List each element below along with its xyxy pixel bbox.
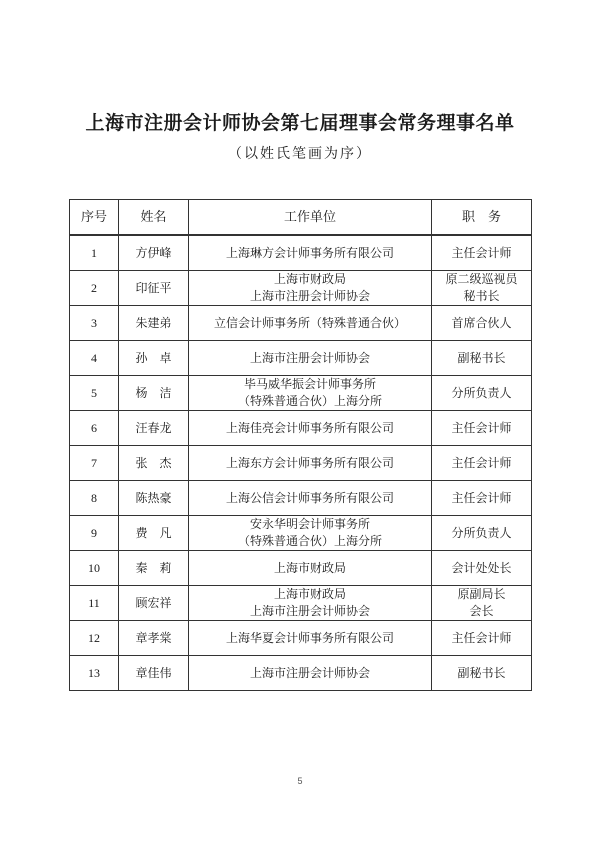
unit-line: 上海市财政局 [273, 560, 346, 575]
position-line: 主任会计师 [451, 630, 512, 645]
cell-no: 12 [70, 621, 119, 656]
cell-unit [189, 376, 432, 411]
cell-name: 秦 莉 [119, 551, 189, 586]
cell-no: 9 [70, 516, 119, 551]
unit-line: 上海市注册会计师协会 [249, 289, 370, 303]
cell-no: 3 [70, 306, 119, 341]
cell-no: 6 [70, 411, 119, 446]
position-line: 会长 [469, 604, 494, 618]
document-subtitle: （以姓氏笔画为序） [228, 146, 372, 162]
unit-line: 上海公信会计师事务所有限公司 [225, 490, 394, 505]
cell-name: 张 杰 [119, 446, 189, 481]
cell-name: 陈热豪 [119, 481, 189, 516]
cell-no: 5 [70, 376, 119, 411]
table-row [70, 306, 532, 341]
table-row [70, 376, 532, 411]
table-row [70, 621, 532, 656]
table-body [70, 235, 532, 691]
position-line: 分所负责人 [451, 385, 512, 400]
cell-no: 7 [70, 446, 119, 481]
cell-name: 朱建弟 [119, 306, 189, 341]
position-line: 主任会计师 [451, 490, 512, 505]
cell-no: 10 [70, 551, 119, 586]
cell-name: 杨 洁 [119, 376, 189, 411]
page-number: 5 [297, 776, 303, 786]
cell-name: 章佳伟 [119, 656, 189, 691]
cell-no: 1 [70, 235, 119, 271]
header-position: 职 务 [432, 200, 532, 236]
cell-unit [189, 271, 432, 306]
position-line: 主任会计师 [451, 420, 512, 435]
unit-line: 上海市注册会计师协会 [249, 665, 370, 680]
cell-position [432, 621, 532, 656]
position-line: 副秘书长 [457, 665, 506, 680]
position-line: 原二级巡视员 [445, 272, 518, 286]
unit-line: （特殊普通合伙）上海分所 [237, 394, 382, 408]
cell-name: 方伊峰 [119, 235, 189, 271]
table-header-row [70, 200, 532, 236]
cell-unit [189, 411, 432, 446]
unit-line: 安永华明会计师事务所 [249, 517, 370, 531]
cell-position [432, 235, 532, 271]
cell-position [432, 411, 532, 446]
cell-no: 11 [70, 586, 119, 621]
cell-unit [189, 586, 432, 621]
header-no: 序号 [70, 200, 119, 236]
unit-line: 上海市注册会计师协会 [249, 350, 370, 365]
cell-unit [189, 621, 432, 656]
table-row [70, 446, 532, 481]
cell-no: 2 [70, 271, 119, 306]
cell-name: 费 凡 [119, 516, 189, 551]
table-row [70, 551, 532, 586]
position-line: 分所负责人 [451, 525, 512, 540]
header-unit: 工作单位 [189, 200, 432, 236]
cell-unit [189, 446, 432, 481]
table-row [70, 656, 532, 691]
position-line: 主任会计师 [451, 455, 512, 470]
cell-position [432, 656, 532, 691]
position-line: 原副局长 [457, 587, 506, 601]
cell-unit [189, 551, 432, 586]
cell-no: 13 [70, 656, 119, 691]
unit-line: 上海东方会计师事务所有限公司 [225, 455, 394, 470]
unit-line: 上海市财政局 [273, 587, 346, 601]
cell-unit [189, 516, 432, 551]
table-row [70, 516, 532, 551]
cell-name: 印征平 [119, 271, 189, 306]
position-line: 秘书长 [463, 289, 500, 303]
unit-line: 毕马威华振会计师事务所 [243, 377, 376, 391]
cell-unit [189, 306, 432, 341]
table-row [70, 481, 532, 516]
table-row [70, 235, 532, 271]
unit-line: （特殊普通合伙）上海分所 [237, 534, 382, 548]
cell-position [432, 271, 532, 306]
position-line: 副秘书长 [457, 350, 506, 365]
document-title: 上海市注册会计师协会第七届理事会常务理事名单 [85, 112, 515, 134]
cell-position [432, 551, 532, 586]
cell-position [432, 306, 532, 341]
unit-line: 上海琳方会计师事务所有限公司 [225, 245, 394, 260]
cell-name: 顾宏祥 [119, 586, 189, 621]
table-row [70, 341, 532, 376]
cell-position [432, 516, 532, 551]
cell-position [432, 586, 532, 621]
position-line: 会计处处长 [451, 560, 512, 575]
cell-name: 孙 卓 [119, 341, 189, 376]
position-line: 主任会计师 [451, 245, 512, 260]
unit-line: 上海市注册会计师协会 [249, 604, 370, 618]
unit-line: 上海市财政局 [273, 272, 346, 286]
cell-unit [189, 235, 432, 271]
header-name: 姓名 [119, 200, 189, 236]
cell-name: 汪春龙 [119, 411, 189, 446]
council-members-table [69, 199, 532, 691]
table-row [70, 271, 532, 306]
cell-position [432, 341, 532, 376]
cell-position [432, 376, 532, 411]
unit-line: 上海佳亮会计师事务所有限公司 [225, 420, 394, 435]
position-line: 首席合伙人 [451, 315, 512, 330]
table-row [70, 411, 532, 446]
unit-line: 立信会计师事务所（特殊普通合伙） [213, 315, 406, 330]
table-row [70, 586, 532, 621]
cell-no: 8 [70, 481, 119, 516]
cell-unit [189, 656, 432, 691]
cell-no: 4 [70, 341, 119, 376]
cell-unit [189, 481, 432, 516]
cell-name: 章孝棠 [119, 621, 189, 656]
cell-position [432, 446, 532, 481]
unit-line: 上海华夏会计师事务所有限公司 [225, 630, 394, 645]
cell-unit [189, 341, 432, 376]
cell-position [432, 481, 532, 516]
